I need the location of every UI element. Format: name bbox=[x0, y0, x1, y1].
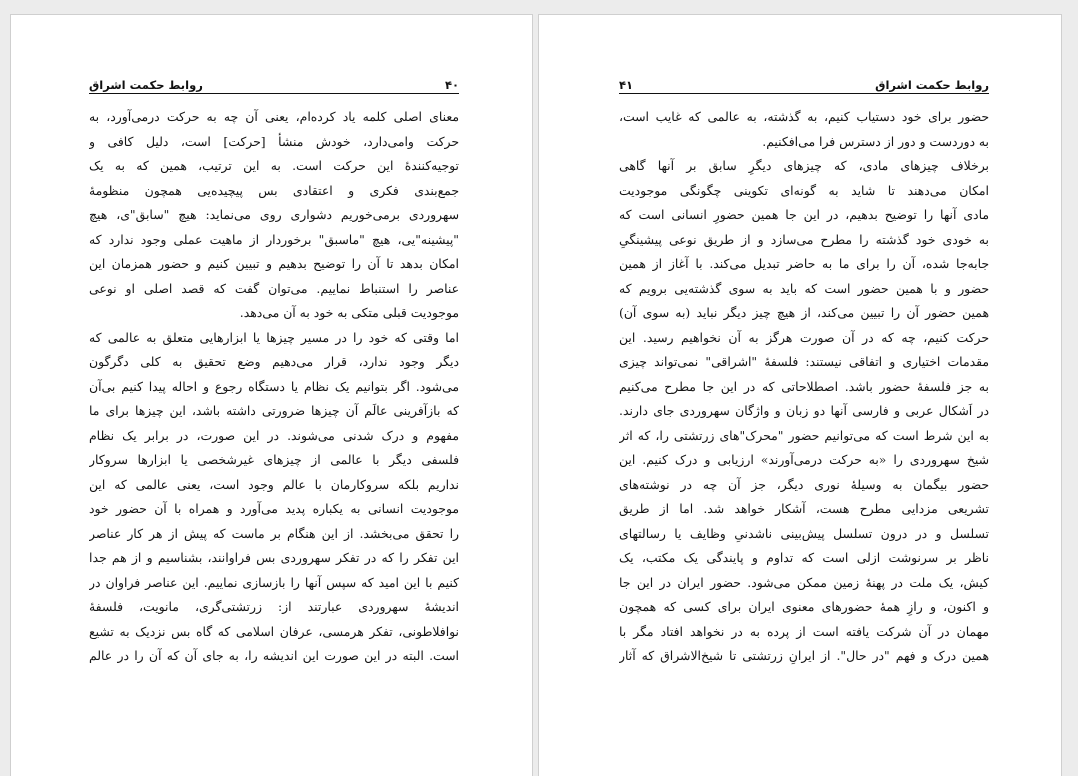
text-line: مفهوم و درک شدنی می‌شوند. در این صورت، در برابر یک نظام bbox=[89, 427, 459, 443]
text-line: نوافلاطونی، تفکر هرمسی، عرفان اسلامی که گاه بس نزدیک به تشیع bbox=[89, 623, 459, 639]
text-line: معنای اصلی کلمه یاد کرده‌ام، یعنی آن چه به حرکت درمی‌آورد، به bbox=[89, 109, 459, 124]
text-line: اما وقتی که خود را در مسیر چیزها یا ابزارهایی متعلق به عالمی که bbox=[89, 329, 459, 345]
text-line: و اکنون، و رازِ همهٔ حضورهای معنوی ایران برای کسی که همچون bbox=[619, 599, 989, 614]
text-line: است. البته در این صورت این اندیشه را، به جای آن که آن را در عالم bbox=[89, 648, 459, 663]
text-line: موجودیت قبلی متکی به خود به آن می‌دهد. bbox=[239, 305, 459, 320]
text-line: موجودیت انسانی به یکباره پدید می‌آورد و همراه با آن حضور خود bbox=[89, 501, 459, 516]
text-line: امکان می‌دهند تا شاید به گونه‌ای تکوینی چگونگی موجودیت bbox=[619, 182, 989, 198]
text-line: تشریعی مزدایی مطرح هست، آشکار خواهد شد. اما از طریق bbox=[619, 501, 989, 516]
left-page-number: ۴۰ bbox=[444, 78, 459, 92]
text-line: که بازآفرینی عالَم آن چیزها ضرورتی داشته باشد، این چیزها برای ما bbox=[89, 403, 459, 418]
text-line: حرکت وامی‌دارد، خودش منشأ [حرکت] است، دلیل کافی و bbox=[89, 133, 459, 149]
text-line: حضور و با همین حضور است که باید به سوی گذشته‌یی برویم که bbox=[619, 280, 989, 296]
text-line: حضور بیگمان به وسیلهٔ نوری دیگر، جز آن چه در نوشته‌های bbox=[619, 476, 989, 492]
text-line: در اَشکال عربی و فارسی آنها دو زبان و واژگان سهروردی جای دارند. bbox=[619, 403, 989, 418]
text-line: همین درک و فهم "در حال". از ایرانِ زرتشتی تا شیخ‌الاشراق که آثار bbox=[619, 648, 989, 663]
text-line: این تفکر را که در تفکر سهروردی بس فراوانند، بشناسیم و از هم جدا bbox=[89, 550, 459, 565]
text-line: همین حضور آن را تبیین می‌کند، از هیچ چیز دیگر نباید (به سوی آن) bbox=[619, 305, 989, 320]
text-line: توجیه‌کنندهٔ این حرکت است. به این ترتیب، همین که به یک bbox=[89, 158, 459, 173]
left-page-body bbox=[89, 105, 459, 669]
left-page bbox=[10, 14, 533, 776]
right-header-title: روابط حکمت اشراق bbox=[875, 78, 989, 92]
text-line: حرکت کنیم، چه که در آن صورت هرگز به آن نخواهیم رسید. این bbox=[619, 329, 989, 345]
text-line: به این شرط است که می‌توانیم حضور "محرک"های زرتشتی را، که اثر bbox=[619, 427, 989, 443]
right-running-header bbox=[619, 73, 989, 94]
right-page-body bbox=[619, 105, 989, 669]
text-line: اندیشهٔ سهروردی عبارتند از: زرتشتی‌گری، مانویت، فلسفهٔ bbox=[89, 599, 459, 614]
text-line: جمع‌بندی فکری و اعتقادی بس پیچیده‌یی همچون منظومهٔ bbox=[89, 182, 459, 198]
right-page-number: ۴۱ bbox=[619, 78, 634, 92]
text-line: امکان بدهد تا آن را توضیح بدهیم و تبیین کنیم و حضور همزمان این bbox=[89, 256, 459, 271]
text-line: کیش، یک ملت در پهنهٔ زمین ممکن می‌شود. حضور ایران در این جا bbox=[619, 574, 989, 590]
text-line: مهمان در آن شرکت یافته است از پرده به در نخواهد افتاد مگر با bbox=[619, 623, 989, 639]
text-line: سهروردی برمی‌خوریم دشواری روی می‌نماید: هیچ "سابق"ی، هیچ bbox=[89, 207, 459, 222]
text-line: فلسفی دیگر با عالمی از چیزهای غیرشخصی یا ابزارها سروکار bbox=[89, 452, 459, 467]
text-line: "پیشینه"یی، هیچ "ماسبق" برخوردار از ماهیت عملی وجود ندارد که bbox=[89, 231, 459, 247]
left-header-title: روابط حکمت اشراق bbox=[89, 78, 203, 92]
left-running-header bbox=[89, 73, 459, 94]
right-page bbox=[538, 14, 1062, 776]
text-line: دیگر وجود ندارد، قرار می‌دهیم وضع تحقیق به کلی دگرگون bbox=[89, 354, 459, 369]
text-line: نداریم بلکه سروکارمان با عالم وجود است، یعنی عالمی که این bbox=[89, 476, 459, 492]
text-line: حضور برای خود دستیاب کنیم، به گذشته، به عالمی که غایب است، bbox=[619, 109, 989, 124]
text-line: به خودی خود گذشته را مطرح می‌سازد و از طریق نوعی پیشینگیِ bbox=[619, 231, 989, 247]
text-line: مادی آنها را توضیح بدهیم، در این جا همین حضورِ انسانی است که bbox=[619, 207, 989, 222]
text-line: برخلاف چیزهای مادی، که چیزهای دیگرِ سابق بر آنها گاهی bbox=[619, 158, 989, 173]
text-line: مقدمات اختیاری و اتفاقی نیستند: فلسفهٔ "اشراقی" نمی‌تواند چیزی bbox=[619, 354, 989, 369]
text-line: تسلسل و در درون تسلسل پیش‌بینی ناشدنیِ وظایف یا رسالتهای bbox=[619, 525, 989, 541]
text-line: شیخ سهروردی را «به حرکت درمی‌آورند» ارزیابی و درک کنیم. این bbox=[619, 452, 989, 467]
text-line: جابه‌جا شده، آن را برای ما به حاضر تبدیل می‌کند. با آغاز از همین bbox=[619, 256, 989, 271]
text-line: کنیم با این امید که سپس آنها را بازسازی نماییم. این عناصر فراوان در bbox=[89, 574, 459, 590]
text-line: به جز فلسفهٔ حضور باشد. اصطلاحاتی که در این جا مطرح می‌کنیم bbox=[619, 378, 989, 394]
text-line: را تحقق می‌بخشد. از این هنگام بر ماست که پیش از هر کار عناصر bbox=[89, 525, 459, 541]
text-line: عناصر را استنباط نماییم. می‌توان گفت که قصد اصلی او نوعی bbox=[89, 280, 459, 296]
text-line: به دوردست و دور از دسترس فرا می‌افکنیم. bbox=[762, 133, 989, 149]
text-line: ناظر بر سرنوشت ازلی است که تداوم و پایندگی یک مکتب، یک bbox=[619, 550, 989, 565]
text-line: می‌شود. اگر بتوانیم یک نظام یا دستگاه رجوع و احاله پیدا کنیم بی‌آن bbox=[89, 378, 459, 394]
